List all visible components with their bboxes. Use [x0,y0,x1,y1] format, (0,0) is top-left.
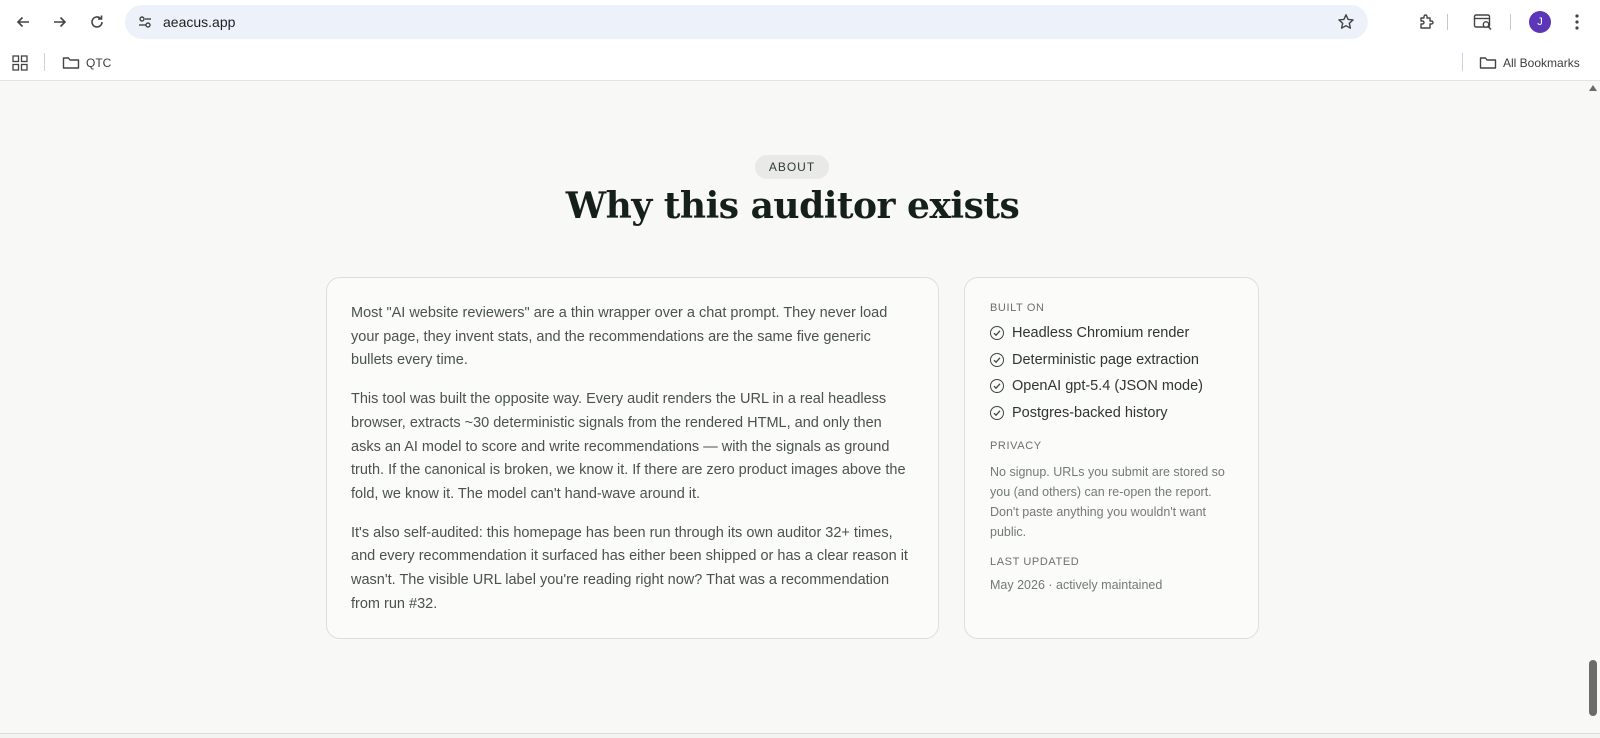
folder-icon [62,55,80,71]
reload-button[interactable] [81,6,113,38]
built-on-list [990,320,1234,426]
list-item [990,373,1234,400]
reload-icon [89,14,105,30]
scroll-thumb[interactable] [1589,660,1597,716]
url-text[interactable]: aeacus.app [163,14,236,30]
info-card [964,277,1259,639]
all-bookmarks-label: All Bookmarks [1503,56,1580,70]
search-tabs-icon[interactable] [1469,8,1497,36]
bookmarks-separator [1462,53,1463,71]
bookmarks-bar [0,44,1600,81]
extensions-icon[interactable] [1413,8,1441,36]
check-circle-icon [990,326,1004,340]
site-settings-icon[interactable] [133,10,157,34]
about-paragraph: Most "AI website reviewers" are a thin wrapper over a chat prompt. They never load your page, they invent stats, and the recommendations are the same five generic bullets every time. [351,305,888,369]
about-card [326,277,939,639]
forward-arrow-icon [52,14,68,30]
list-item [990,320,1234,347]
bookmark-folder-qtc[interactable] [62,52,111,74]
check-circle-icon [990,379,1004,393]
section-pill: ABOUT [755,155,829,179]
list-item [990,347,1234,374]
back-arrow-icon [15,14,31,30]
bookmarks-separator [44,53,45,71]
toolbar-separator [1510,14,1511,30]
built-on-item: OpenAI gpt-5.4 (JSON mode) [1012,378,1203,395]
built-on-item: Deterministic page extraction [1012,351,1199,368]
page-title: Why this auditor exists [565,185,1020,227]
list-item [990,400,1234,427]
check-circle-icon [990,406,1004,420]
scroll-up-arrow-icon[interactable] [1589,85,1597,91]
folder-icon [1479,55,1497,71]
menu-icon[interactable] [1563,8,1591,36]
about-paragraph: It's also self-audited: this homepage has been run through its own auditor 32+ times, and every recommendation it surfaced has either been shipped or has a clear reason it wasn't. The visible URL label you're reading right now? That was a recommendation from run #32. [351,524,908,612]
bookmark-folder-label: QTC [86,56,112,70]
built-on-label: BUILT ON [990,302,1045,314]
back-button[interactable] [7,6,39,38]
page-content [0,81,1586,733]
address-bar[interactable] [125,5,1368,39]
apps-grid-icon[interactable] [12,52,28,74]
last-updated-text: May 2026 · actively maintained [990,578,1163,592]
privacy-label: PRIVACY [990,440,1042,452]
window-bottom-edge [0,733,1600,738]
page-scrollbar[interactable] [1586,81,1600,733]
forward-button[interactable] [44,6,76,38]
built-on-item: Headless Chromium render [1012,325,1190,342]
all-bookmarks-button[interactable] [1479,52,1580,74]
toolbar-separator [1447,14,1448,30]
privacy-text: No signup. URLs you submit are stored so you (and others) can re-open the report. Don't paste anything you wouldn't want public. [990,465,1225,539]
about-paragraph: This tool was built the opposite way. Every audit renders the URL in a real headless browser, extracts ~30 deterministic signals from the rendered HTML, and only then asks an AI model to score and write recommendations — with the signals as ground truth. If the canonical is broken, we know it. If there are zero product images above the fold, we know it. The model can't hand-wave around it. [351,391,906,502]
last-updated-label: LAST UPDATED [990,556,1080,568]
browser-toolbar [0,0,1600,44]
star-icon[interactable] [1334,10,1358,34]
built-on-item: Postgres-backed history [1012,404,1168,421]
check-circle-icon [990,353,1004,367]
avatar[interactable]: J [1529,11,1551,33]
